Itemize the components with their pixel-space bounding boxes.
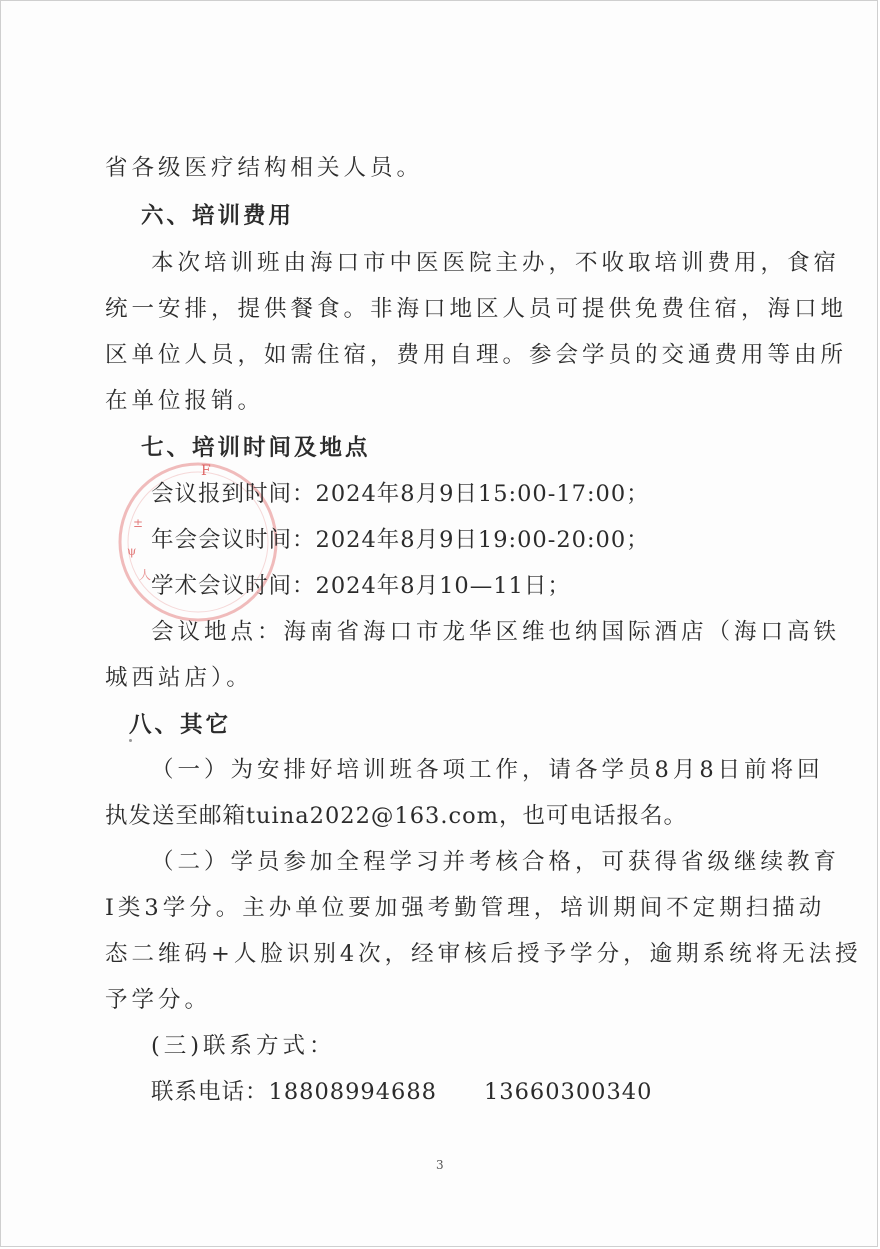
section-heading-6: 六、培训费用 xyxy=(141,203,295,229)
text-line: 学术会议时间：2024年8月10—11日； xyxy=(151,573,571,599)
text-line: (三)联系方式： xyxy=(151,1033,336,1059)
contact-phone-line: 联系电话：18808994688 13660300340 xyxy=(151,1079,653,1105)
page-number: 3 xyxy=(436,1158,444,1172)
section-heading-8: 八、其它 xyxy=(129,712,232,738)
svg-text:F: F xyxy=(201,463,211,479)
text-line: I类3学分。主办单位要加强考勤管理，培训期间不定期扫描动 xyxy=(105,895,826,921)
text-line: 本次培训班由海口市中医医院主办，不收取培训费用，食宿 xyxy=(151,250,841,276)
text-line: 年会会议时间：2024年8月9日19:00-20:00； xyxy=(151,527,650,553)
text-line: （一）为安排好培训班各项工作，请各学员8月8日前将回 xyxy=(151,757,824,783)
text-line: 城西站店）。 xyxy=(105,665,253,691)
svg-text:ψ: ψ xyxy=(127,544,137,558)
text-line: 予学分。 xyxy=(105,987,212,1013)
svg-text:人: 人 xyxy=(139,568,152,582)
svg-text:±: ± xyxy=(133,516,144,530)
scan-speck xyxy=(129,739,132,742)
text-line: 会议地点：海南省海口市龙华区维也纳国际酒店（海口高铁 xyxy=(151,619,841,645)
text-line: 统一安排，提供餐食。非海口地区人员可提供免费住宿，海口地 xyxy=(105,296,848,322)
text-line: 区单位人员，如需住宿，费用自理。参会学员的交通费用等由所 xyxy=(105,342,848,368)
text-line: 态二维码+人脸识别4次，经审核后授予学分，逾期系统将无法授 xyxy=(105,941,862,967)
text-line: 在单位报销。 xyxy=(105,388,265,414)
text-line: 省各级医疗结构相关人员。 xyxy=(105,155,424,181)
text-line: 执发送至邮箱tuina2022@163.com，也可电话报名。 xyxy=(105,803,687,829)
text-line: 会议报到时间：2024年8月9日15:00-17:00； xyxy=(151,481,650,507)
section-heading-7: 七、培训时间及地点 xyxy=(141,435,371,461)
text-line: （二）学员参加全程学习并考核合格，可获得省级继续教育 xyxy=(151,849,841,875)
